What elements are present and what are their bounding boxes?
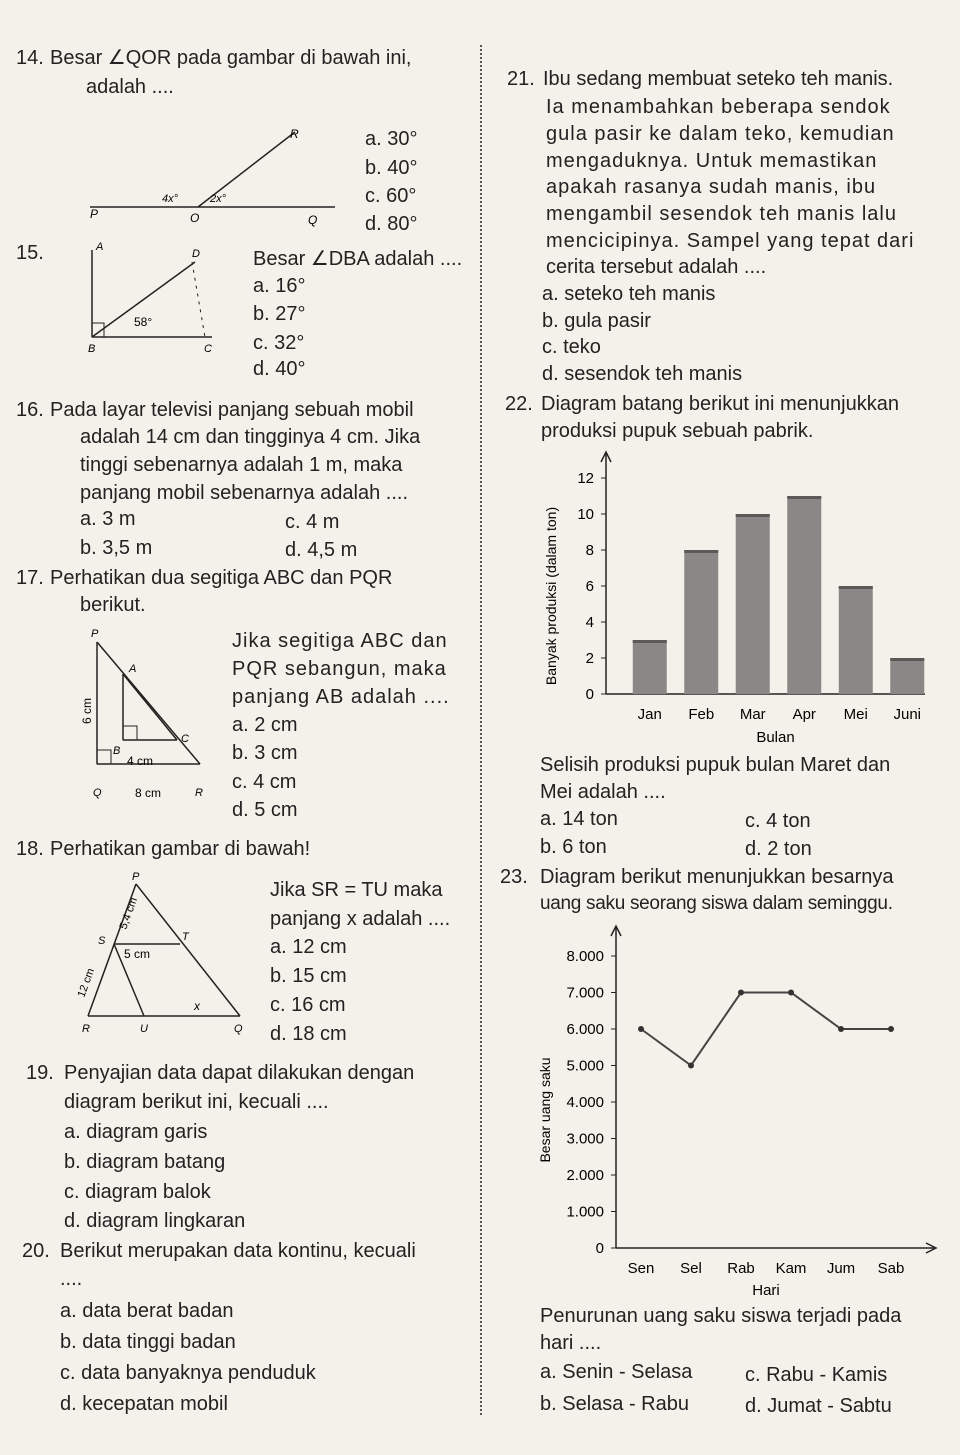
q21-line-3: gula pasir ke dalam teko, kemudian [546, 123, 895, 145]
q23-after-line-2: hari .... [540, 1332, 602, 1354]
bar-feb [684, 550, 718, 694]
q18-option-a[interactable]: a. 12 cm [270, 936, 347, 958]
column-divider [480, 45, 482, 1415]
line-x-tick-label: Jum [826, 1260, 856, 1277]
line-point-sab [888, 1026, 894, 1032]
q19-option-d[interactable]: d. diagram lingkaran [64, 1210, 246, 1232]
q22-bar-chart [530, 448, 930, 748]
q20-option-c[interactable]: c. data banyaknya penduduk [60, 1362, 316, 1384]
q19-line-2: diagram berikut ini, kecuali .... [64, 1091, 329, 1113]
q16-option-a[interactable]: a. 3 m [80, 508, 136, 530]
bar-x-tick-label: Jan [637, 706, 662, 723]
q22-option-b[interactable]: b. 6 ton [540, 836, 607, 858]
q23-option-a[interactable]: a. Senin - Selasa [540, 1361, 693, 1383]
line-y-tick-label: 7.000 [566, 984, 604, 1002]
line-x-tick-label: Sab [877, 1260, 905, 1277]
bar-top-mei [839, 586, 873, 589]
q15-label-B: B [88, 343, 96, 355]
q23-number: 23. [500, 866, 528, 888]
q21-option-c[interactable]: c. teko [542, 336, 601, 358]
q19-option-a[interactable]: a. diagram garis [64, 1121, 208, 1143]
q17-option-b[interactable]: b. 3 cm [232, 742, 298, 764]
q15-label-C: C [204, 343, 212, 355]
q16-line-2: adalah 14 cm dan tingginya 4 cm. Jika [80, 426, 421, 448]
q19-option-b[interactable]: b. diagram batang [64, 1151, 226, 1173]
q20-text: Berikut merupakan data kontinu, kecuali [60, 1240, 416, 1262]
q15-text: Besar ∠DBA adalah .... [253, 248, 463, 270]
q17-side-line-2: PQR sebangun, maka [232, 658, 447, 680]
q20-number: 20. [22, 1240, 50, 1262]
line-point-rab [738, 990, 744, 996]
line-x-tick-label: Sen [627, 1260, 655, 1277]
bar-y-tick-label: 6 [585, 578, 594, 595]
q22-option-d[interactable]: d. 2 ton [745, 838, 812, 860]
q17-option-a[interactable]: a. 2 cm [232, 714, 298, 736]
q22-after-line-1: Selisih produksi pupuk bulan Maret dan [540, 754, 891, 776]
q17-label-R: R [195, 787, 203, 799]
q14-number: 14. [16, 47, 44, 69]
bar-x-tick-label: Mei [843, 706, 868, 723]
q18-label-U: U [140, 1023, 148, 1035]
q23-option-c[interactable]: c. Rabu - Kamis [745, 1364, 888, 1386]
q17-option-c[interactable]: c. 4 cm [232, 771, 297, 793]
q16-option-d[interactable]: d. 4,5 m [285, 539, 358, 561]
q18-side-54cm: 5,4 cm [117, 895, 141, 932]
q14-option-b[interactable]: b. 40° [365, 157, 418, 179]
q21-option-b[interactable]: b. gula pasir [542, 310, 651, 332]
bar-x-axis-title: Bulan [756, 729, 795, 746]
q14-option-a[interactable]: a. 30° [365, 128, 418, 150]
q21-line-1: Ibu sedang membuat seteko teh manis. [543, 68, 894, 90]
q21-line-2: Ia menambahkan beberapa sendok [546, 96, 891, 118]
q17-label-B: B [113, 745, 121, 757]
q18-side-12cm: 12 cm [75, 966, 98, 1000]
q18-label-P: P [132, 871, 140, 883]
q18-label-S: S [98, 935, 106, 947]
q17-label-Q: Q [93, 787, 102, 799]
q14-angle-4x: 4x° [162, 193, 179, 205]
bar-y-tick-label: 12 [577, 470, 594, 487]
q21-line-5: apakah rasanya sudah manis, ibu [546, 176, 877, 198]
line-x-tick-label: Kam [775, 1260, 807, 1277]
q20-option-b[interactable]: b. data tinggi badan [60, 1331, 236, 1353]
q15-figure [80, 240, 230, 360]
q19-number: 19. [26, 1062, 54, 1084]
line-point-jum [838, 1026, 844, 1032]
q15-option-a[interactable]: a. 16° [253, 275, 306, 297]
q18-label-R: R [82, 1023, 90, 1035]
line-point-sen [638, 1026, 644, 1032]
q22-option-c[interactable]: c. 4 ton [745, 810, 811, 832]
bar-y-tick-label: 8 [585, 542, 594, 559]
line-y-tick-label: 4.000 [566, 1094, 604, 1111]
line-x-tick-label: Rab [727, 1260, 755, 1277]
q18-side-x: x [194, 999, 200, 1013]
line-y-tick-label: 1.000 [566, 1203, 604, 1221]
q16-number: 16. [16, 399, 44, 421]
q23-after-line-1: Penurunan uang saku siswa terjadi pada [540, 1305, 902, 1327]
bar-x-tick-label: Feb [688, 706, 715, 723]
q21-line-8: cerita tersebut adalah .... [546, 256, 767, 278]
bar-jan [633, 640, 667, 694]
bar-top-jan [633, 640, 667, 643]
q16-line-1: Pada layar televisi panjang sebuah mobil [50, 399, 414, 421]
q14-angle-2x: 2x° [210, 193, 227, 205]
q21-option-a[interactable]: a. seteko teh manis [542, 283, 716, 305]
bar-mar [736, 514, 770, 694]
bar-top-juni [890, 658, 924, 661]
bar-x-tick-label: Apr [792, 706, 816, 723]
q14-label-Q: Q [308, 213, 318, 227]
q16-option-b[interactable]: b. 3,5 m [80, 537, 153, 559]
q22-number: 22. [505, 393, 533, 415]
bar-y-tick-label: 0 [585, 686, 594, 703]
q14-figure [80, 118, 350, 233]
q17-side-line-1: Jika segitiga ABC dan [232, 630, 448, 652]
q17-figure [75, 622, 225, 802]
bar-x-tick-label: Juni [893, 706, 922, 723]
line-y-tick-label: 8.000 [566, 948, 604, 965]
q15-option-b[interactable]: b. 27° [253, 303, 306, 325]
q17-label-C: C [181, 733, 189, 745]
q15-angle-58: 58° [134, 315, 153, 329]
q14-label-O: O [190, 211, 200, 225]
line-y-tick-label: 5.000 [566, 1057, 604, 1075]
q17-line-2: berikut. [80, 594, 146, 616]
q14-option-d[interactable]: d. 80° [365, 213, 418, 235]
bar-y-tick-label: 2 [585, 650, 594, 667]
q22-after-line-2: Mei adalah .... [540, 781, 666, 803]
q18-figure [70, 868, 260, 1043]
bar-top-mar [736, 514, 770, 517]
q17-side-6cm: 6 cm [80, 697, 94, 724]
q18-label-T: T [182, 931, 189, 943]
q19-option-c[interactable]: c. diagram balok [64, 1181, 211, 1203]
bar-top-feb [684, 550, 718, 553]
q21-line-7: mencicipinya. Sampel yang tepat dari [546, 230, 915, 252]
q17-side-line-3: panjang AB adalah .... [232, 686, 450, 708]
q17-line-1: Perhatikan dua segitiga ABC dan PQR [50, 567, 393, 589]
bar-top-apr [787, 496, 821, 499]
q23-line-2: uang saku seorang siswa dalam seminggu. [540, 893, 893, 914]
q17-side-8cm: 8 cm [135, 786, 162, 800]
q18-side-line-1: Jika SR = TU maka [270, 879, 443, 901]
q23-option-b[interactable]: b. Selasa - Rabu [540, 1393, 689, 1415]
q21-number: 21. [507, 68, 535, 90]
q15-option-d[interactable]: d. 40° [253, 358, 306, 380]
q23-line-chart [530, 922, 940, 1300]
q20-option-d[interactable]: d. kecepatan mobil [60, 1393, 228, 1415]
bar-apr [787, 496, 821, 694]
q16-option-c[interactable]: c. 4 m [285, 511, 340, 533]
q18-option-b[interactable]: b. 15 cm [270, 965, 347, 987]
line-point-sel [688, 1063, 694, 1069]
q17-number: 17. [16, 567, 44, 589]
line-y-tick-label: 0 [595, 1240, 604, 1257]
q23-option-d[interactable]: d. Jumat - Sabtu [745, 1395, 892, 1417]
bar-mei [839, 586, 873, 694]
q22-option-a[interactable]: a. 14 ton [540, 808, 618, 830]
q17-side-4cm: 4 cm [127, 754, 154, 768]
line-x-axis-title: Hari [752, 1282, 780, 1299]
q23-line-1: Diagram berikut menunjukkan besarnya [540, 866, 894, 888]
q21-line-4: mengaduknya. Untuk memastikan [546, 150, 878, 172]
q22-line-1: Diagram batang berikut ini menunjukkan [541, 393, 899, 415]
q14-text: Besar ∠QOR pada gambar di bawah ini, [50, 47, 412, 69]
q15-label-D: D [192, 248, 200, 260]
bar-y-tick-label: 4 [585, 614, 594, 631]
line-y-axis-title: Besar uang saku [537, 1057, 553, 1163]
q15-number: 15. [16, 242, 44, 264]
q14-option-c[interactable]: c. 60° [365, 185, 417, 207]
q20-option-a[interactable]: a. data berat badan [60, 1300, 234, 1322]
q20-text-cont: .... [60, 1268, 83, 1290]
q21-line-6: mengambil sesendok teh manis lalu [546, 203, 897, 225]
q16-line-3: tinggi sebenarnya adalah 1 m, maka [80, 454, 403, 476]
q18-side-5cm: 5 cm [124, 947, 151, 961]
line-x-tick-label: Sel [680, 1260, 702, 1277]
line-y-tick-label: 2.000 [566, 1167, 604, 1184]
line-point-kam [788, 990, 794, 996]
q14-label-P: P [90, 207, 99, 221]
q22-line-2: produksi pupuk sebuah pabrik. [541, 420, 814, 442]
line-y-tick-label: 6.000 [566, 1021, 604, 1038]
q14-label-R: R [290, 127, 299, 141]
bar-x-tick-label: Mar [739, 706, 766, 723]
line-series [641, 993, 891, 1066]
q16-line-4: panjang mobil sebenarnya adalah .... [80, 482, 409, 504]
bar-y-axis-title: Banyak produksi (dalam ton) [543, 506, 559, 686]
q18-option-d[interactable]: d. 18 cm [270, 1023, 347, 1045]
q18-label-Q: Q [234, 1023, 243, 1035]
line-y-tick-label: 3.000 [566, 1130, 604, 1148]
bar-juni [890, 658, 924, 694]
q18-text: Perhatikan gambar di bawah! [50, 838, 311, 860]
q18-number: 18. [16, 838, 44, 860]
q17-label-P: P [91, 628, 99, 640]
q14-text-2: adalah .... [86, 76, 174, 98]
q21-option-d[interactable]: d. sesendok teh manis [542, 363, 743, 385]
q17-label-A: A [129, 663, 137, 675]
q15-option-c[interactable]: c. 32° [253, 332, 305, 354]
q18-option-c[interactable]: c. 16 cm [270, 994, 346, 1016]
q15-label-A: A [96, 241, 104, 253]
q17-option-d[interactable]: d. 5 cm [232, 799, 298, 821]
bar-y-tick-label: 10 [577, 506, 594, 523]
q18-side-line-2: panjang x adalah .... [270, 908, 451, 930]
q19-line-1: Penyajian data dapat dilakukan dengan [64, 1062, 415, 1084]
